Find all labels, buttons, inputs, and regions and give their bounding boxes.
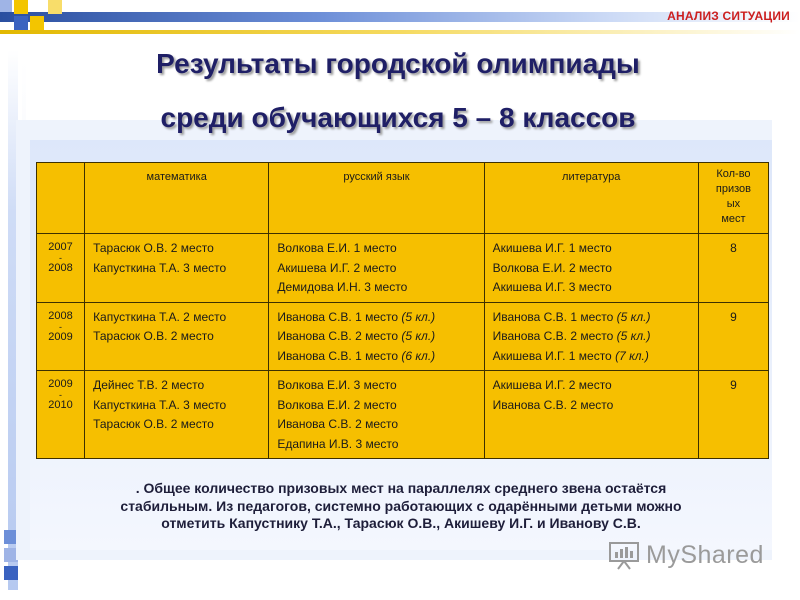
header-russian: русский язык <box>269 163 484 234</box>
lit-results-cell <box>484 234 698 303</box>
table-row <box>37 302 769 371</box>
winner-entry: Иванова С.В. 1 место (6 кл.) <box>277 348 436 363</box>
watermark-text: MyShared <box>646 541 764 569</box>
lit-results-cell <box>484 302 698 371</box>
winner-entry: Иванова С.В. 1 место (5 кл.) <box>277 309 436 324</box>
decorative-accent-bar <box>0 30 800 34</box>
winner-entry: Тарасюк О.В. 2 место <box>93 329 214 343</box>
rus-results-cell <box>269 234 484 303</box>
table-row <box>37 234 769 303</box>
prize-count-cell: 9 <box>698 371 768 459</box>
rus-results-cell <box>269 302 484 371</box>
winner-entry: Тарасюк О.В. 2 место <box>93 417 214 431</box>
watermark-logo <box>608 538 778 574</box>
winner-entry: Капусткина Т.А. 3 место <box>93 260 227 275</box>
prize-count-cell: 9 <box>698 302 768 371</box>
winner-entry: Иванова С.В. 2 место <box>277 417 399 431</box>
lit-results-cell <box>484 371 698 459</box>
grade-note: (5 кл.) <box>616 309 651 324</box>
winner-entry: Акишева И.Г. 2 место <box>492 378 612 392</box>
winner-entry: Дейнес Т.В. 2 место <box>93 378 205 392</box>
decorative-square <box>14 16 28 30</box>
header-math: математика <box>85 163 269 234</box>
grade-note: (5 кл.) <box>401 329 436 343</box>
header-literature: литература <box>484 163 698 234</box>
winner-entry: Волкова Е.И. 3 место <box>277 378 397 392</box>
header-prize-count: Кол-во призов ых мест <box>698 163 768 234</box>
summary-text: . Общее количество призовых мест на параллелях среднего звена остаётся стабильным. Из педагогов, системно работающих с одарёнными детьми можно отметить Капустнику Т.А., Тарасюк О.В., Акишеву И.Г. и Иванову С.В. <box>120 480 682 531</box>
grade-note: (6 кл.) <box>401 348 436 363</box>
winner-entry: Едапина И.В. 3 место <box>277 436 399 451</box>
decorative-square <box>14 0 28 14</box>
winner-entry: Тарасюк О.В. 2 место <box>93 241 214 255</box>
winner-entry: Акишева И.Г. 2 место <box>277 260 397 275</box>
grade-note: (5 кл.) <box>401 309 436 324</box>
winner-entry: Капусткина Т.А. 2 место <box>93 309 227 324</box>
math-results-cell <box>85 234 269 303</box>
winner-entry: Акишева И.Г. 3 место <box>492 280 612 294</box>
presentation-chart-icon <box>608 540 640 570</box>
year-cell: 2009 - 2010 <box>37 371 85 459</box>
winner-entry: Акишева И.Г. 1 место <box>492 241 612 255</box>
header-year <box>37 163 85 234</box>
winner-entry: Волкова Е.И. 2 место <box>492 260 612 275</box>
grade-note: (5 кл.) <box>616 329 651 343</box>
section-label: АНАЛИЗ СИТУАЦИИ <box>667 9 790 23</box>
decorative-square <box>30 16 44 30</box>
grade-note: (7 кл.) <box>615 348 649 363</box>
decorative-square <box>4 566 18 580</box>
slide-title-line-1: Результаты городской олимпиады <box>156 48 640 79</box>
year-cell: 2008 - 2009 <box>37 302 85 371</box>
winner-entry: Волкова Е.И. 1 место <box>277 241 397 255</box>
winner-entry: Демидова И.Н. 3 место <box>277 280 408 294</box>
winner-entry: Акишева И.Г. 1 место (7 кл.) <box>492 348 649 363</box>
winner-entry: Иванова С.В. 1 место (5 кл.) <box>492 309 651 324</box>
math-results-cell <box>85 302 269 371</box>
year-cell: 2007 - 2008 <box>37 234 85 303</box>
slide-title-line-2: среди обучающихся 5 – 8 классов <box>160 102 636 133</box>
winner-entry: Иванова С.В. 2 место (5 кл.) <box>277 329 436 343</box>
decorative-square <box>48 0 62 14</box>
decorative-square <box>0 0 12 12</box>
math-results-cell <box>85 371 269 459</box>
rus-results-cell <box>269 371 484 459</box>
winner-entry: Волкова Е.И. 2 место <box>277 397 397 412</box>
winner-entry: Иванова С.В. 2 место (5 кл.) <box>492 329 651 343</box>
table-row <box>37 371 769 459</box>
winner-entry: Иванова С.В. 2 место <box>492 397 614 412</box>
olympiad-results-table <box>36 162 769 459</box>
table-header-row <box>37 163 769 234</box>
winner-entry: Капусткина Т.А. 3 место <box>93 397 227 412</box>
prize-count-cell: 8 <box>698 234 768 303</box>
